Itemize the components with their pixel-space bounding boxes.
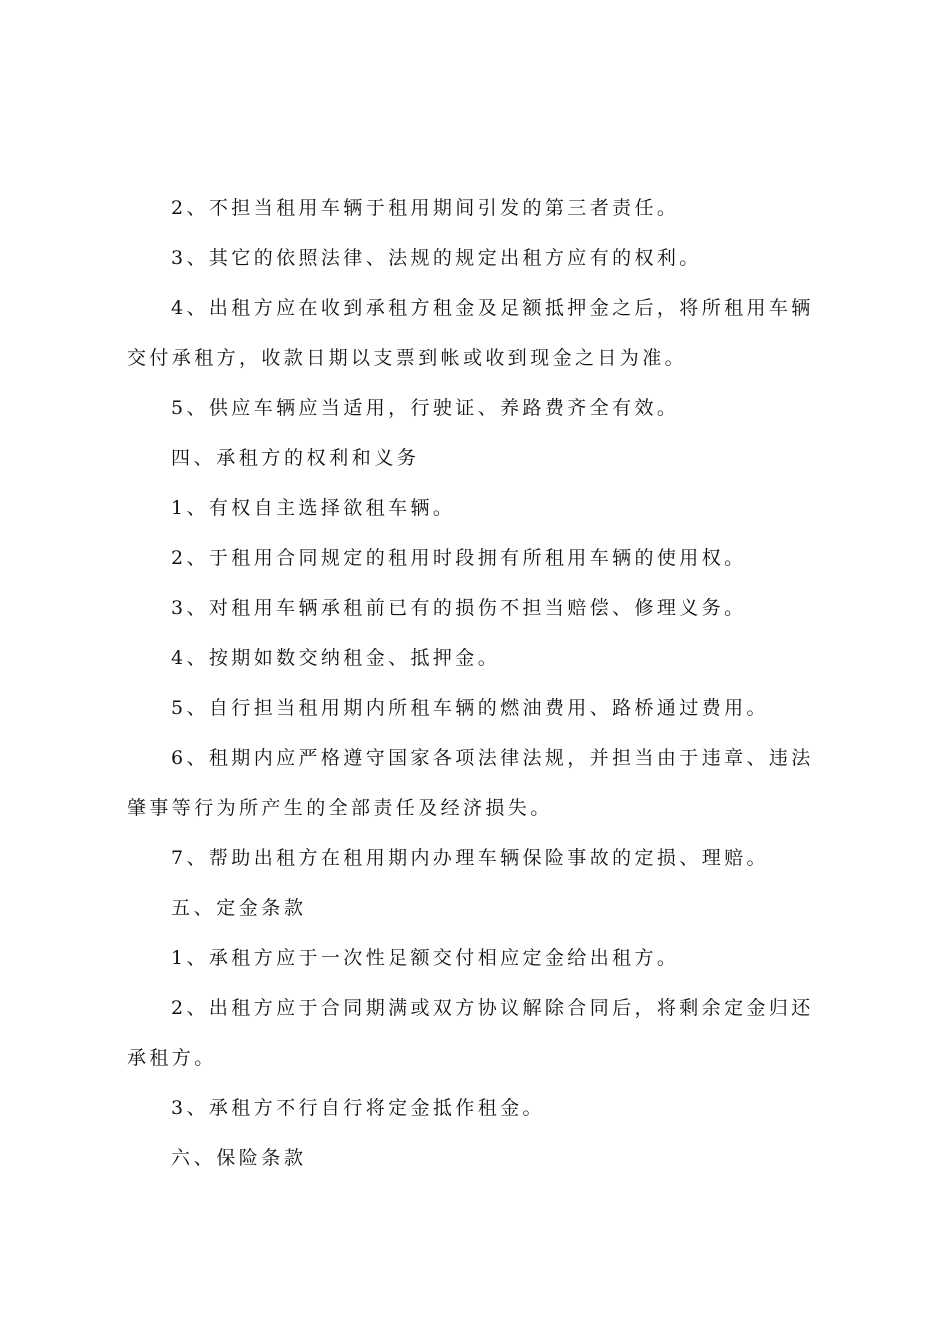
clause-lessee-5: 5、自行担当租用期内所租车辆的燃油费用、路桥通过费用。 bbox=[171, 697, 769, 719]
clause-lessee-7: 7、帮助出租方在租用期内办理车辆保险事故的定损、理赔。 bbox=[171, 847, 769, 869]
clause-lessor-3: 3、其它的依照法律、法规的规定出租方应有的权利。 bbox=[171, 247, 702, 269]
clause-lessor-2: 2、不担当租用车辆于租用期间引发的第三者责任。 bbox=[171, 197, 680, 219]
clause-deposit-2: 2、出租方应于合同期满或双方协议解除合同后，将剩余定金归还承租方。 bbox=[127, 997, 814, 1069]
clause-lessee-3: 3、对租用车辆承租前已有的损伤不担当赔偿、修理义务。 bbox=[171, 597, 747, 619]
clause-lessee-6: 6、租期内应严格遵守国家各项法律法规，并担当由于违章、违法肇事等行为所产生的全部责任及经济损失。 bbox=[127, 747, 814, 819]
clause-lessee-2: 2、于租用合同规定的租用时段拥有所租用车辆的使用权。 bbox=[171, 547, 747, 569]
section-heading-insurance: 六、保险条款 bbox=[171, 1147, 307, 1169]
clause-lessor-5: 5、供应车辆应当适用，行驶证、养路费齐全有效。 bbox=[171, 397, 680, 419]
clause-deposit-3: 3、承租方不行自行将定金抵作租金。 bbox=[171, 1097, 545, 1119]
clause-lessee-1: 1、有权自主选择欲租车辆。 bbox=[171, 497, 456, 519]
section-heading-deposit: 五、定金条款 bbox=[171, 897, 307, 919]
section-heading-lessee-rights: 四、承租方的权利和义务 bbox=[171, 447, 420, 469]
clause-deposit-1: 1、承租方应于一次性足额交付相应定金给出租方。 bbox=[171, 947, 680, 969]
document-body bbox=[127, 183, 827, 1183]
clause-lessor-4: 4、出租方应在收到承租方租金及足额抵押金之后，将所租用车辆交付承租方，收款日期以支票到帐或收到现金之日为准。 bbox=[127, 297, 814, 369]
clause-lessee-4: 4、按期如数交纳租金、抵押金。 bbox=[171, 647, 501, 669]
